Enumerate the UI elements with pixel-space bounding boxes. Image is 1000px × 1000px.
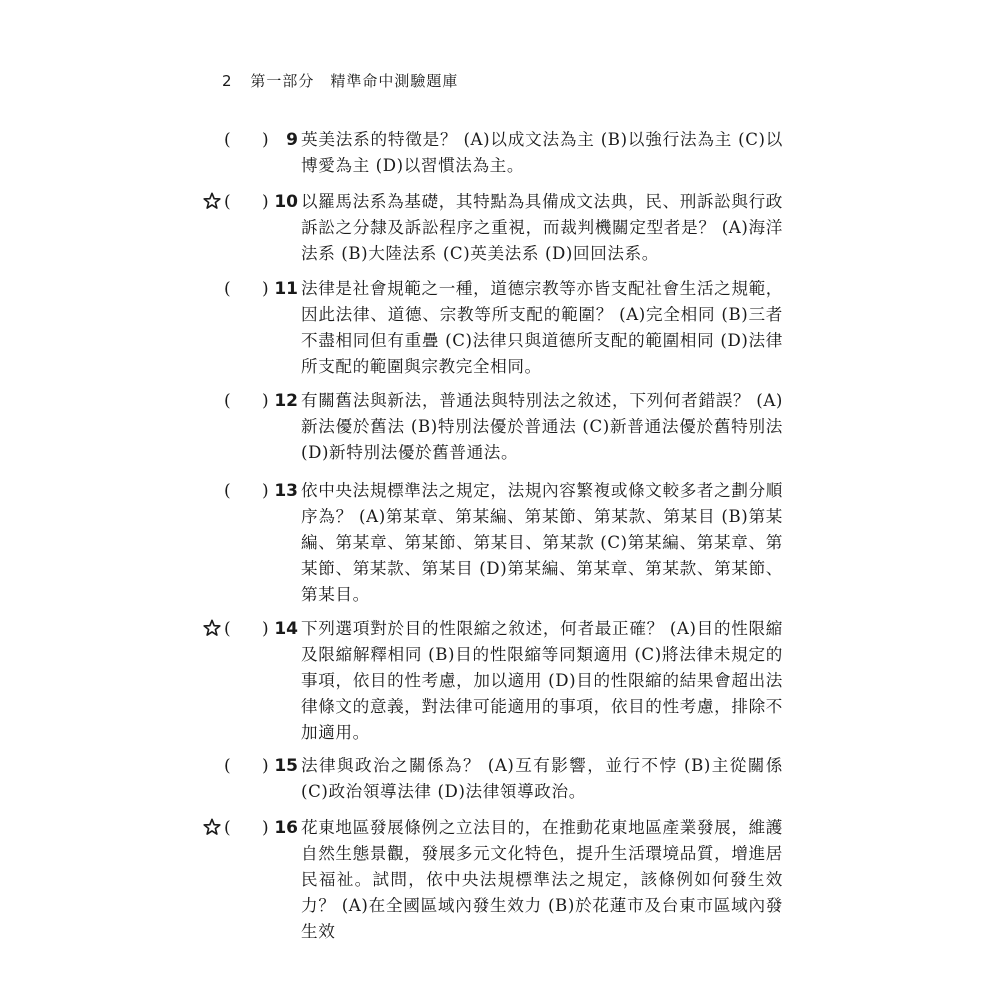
question-text: 下列選項對於目的性限縮之敘述，何者最正確？ (A)目的性限縮及限縮解釋相同 (B)目的性限縮等同類適用 (C)將法律未規定的事項，依目的性考慮，加以適用 (D)目的性限縮的結果會超出法律條文的意義，對法律可能適用的事項，依目的性考慮，排除不加適用。: [301, 619, 783, 742]
question-number: 13: [274, 481, 298, 501]
answer-paren-open: (: [224, 619, 231, 639]
answer-paren-close: ): [262, 192, 269, 212]
question-text: 有關舊法與新法，普通法與特別法之敘述，下列何者錯誤？ (A)新法優於舊法 (B)特別法優於普通法 (C)新普通法優於舊特別法 (D)新特別法優於舊普通法。: [301, 391, 783, 462]
question-number: 11: [274, 279, 298, 299]
question-number: 10: [274, 192, 298, 212]
question-number: 14: [274, 619, 298, 639]
answer-paren-close: ): [262, 391, 269, 411]
question-text: 法律是社會規範之一種，道德宗教等亦皆支配社會生活之規範，因此法律、道德、宗教等所支配的範圍？ (A)完全相同 (B)三者不盡相同但有重疊 (C)法律只與道德所支配的範圍相同 (D)法律所支配的範圍與宗教完全相同。: [301, 279, 783, 376]
page-header: [222, 70, 458, 91]
star-icon: [203, 818, 221, 836]
star-icon: [203, 192, 221, 210]
question-text: 法律與政治之關係為？ (A)互有影響，並行不悖 (B)主從關係 (C)政治領導法律 (D)法律領導政治。: [301, 756, 783, 801]
answer-paren-open: (: [224, 756, 231, 776]
section-title: 第一部分 精準命中測驗題庫: [250, 72, 459, 90]
question-number: 15: [274, 756, 298, 776]
answer-paren-open: (: [224, 192, 231, 212]
answer-paren-open: (: [224, 481, 231, 501]
question-number: 12: [274, 391, 298, 411]
question-number: 9: [286, 130, 298, 150]
answer-paren-open: (: [224, 279, 231, 299]
question-number: 16: [274, 818, 298, 838]
answer-paren-close: ): [262, 619, 269, 639]
question-text: 花東地區發展條例之立法目的，在推動花東地區產業發展，維護自然生態景觀，發展多元文化特色，提升生活環境品質，增進居民福祉。試問，依中央法規標準法之規定，該條例如何發生效力？ (A)在全國區域內發生效力 (B)於花蓮市及台東市區域內發生效: [301, 818, 783, 941]
star-icon: [203, 619, 221, 637]
answer-paren-close: ): [262, 756, 269, 776]
page-number: 2: [222, 72, 233, 90]
question-text: 英美法系的特徵是？ (A)以成文法為主 (B)以強行法為主 (C)以博愛為主 (D)以習慣法為主。: [301, 130, 783, 175]
answer-paren-open: (: [224, 391, 231, 411]
answer-paren-close: ): [262, 130, 269, 150]
answer-paren-close: ): [262, 818, 269, 838]
question-text: 依中央法規標準法之規定，法規內容繁複或條文較多者之劃分順序為？ (A)第某章、第某編、第某節、第某款、第某目 (B)第某編、第某章、第某節、第某目、第某款 (C)第某編、第某章、第某節、第某款、第某目 (D)第某編、第某章、第某款、第某節、第某目。: [301, 481, 783, 604]
answer-paren-close: ): [262, 481, 269, 501]
answer-paren-open: (: [224, 130, 231, 150]
answer-paren-close: ): [262, 279, 269, 299]
question-text: 以羅馬法系為基礎，其特點為具備成文法典，民、刑訴訟與行政訴訟之分隸及訴訟程序之重視，而裁判機關定型者是？ (A)海洋法系 (B)大陸法系 (C)英美法系 (D)回回法系。: [301, 192, 783, 263]
answer-paren-open: (: [224, 818, 231, 838]
